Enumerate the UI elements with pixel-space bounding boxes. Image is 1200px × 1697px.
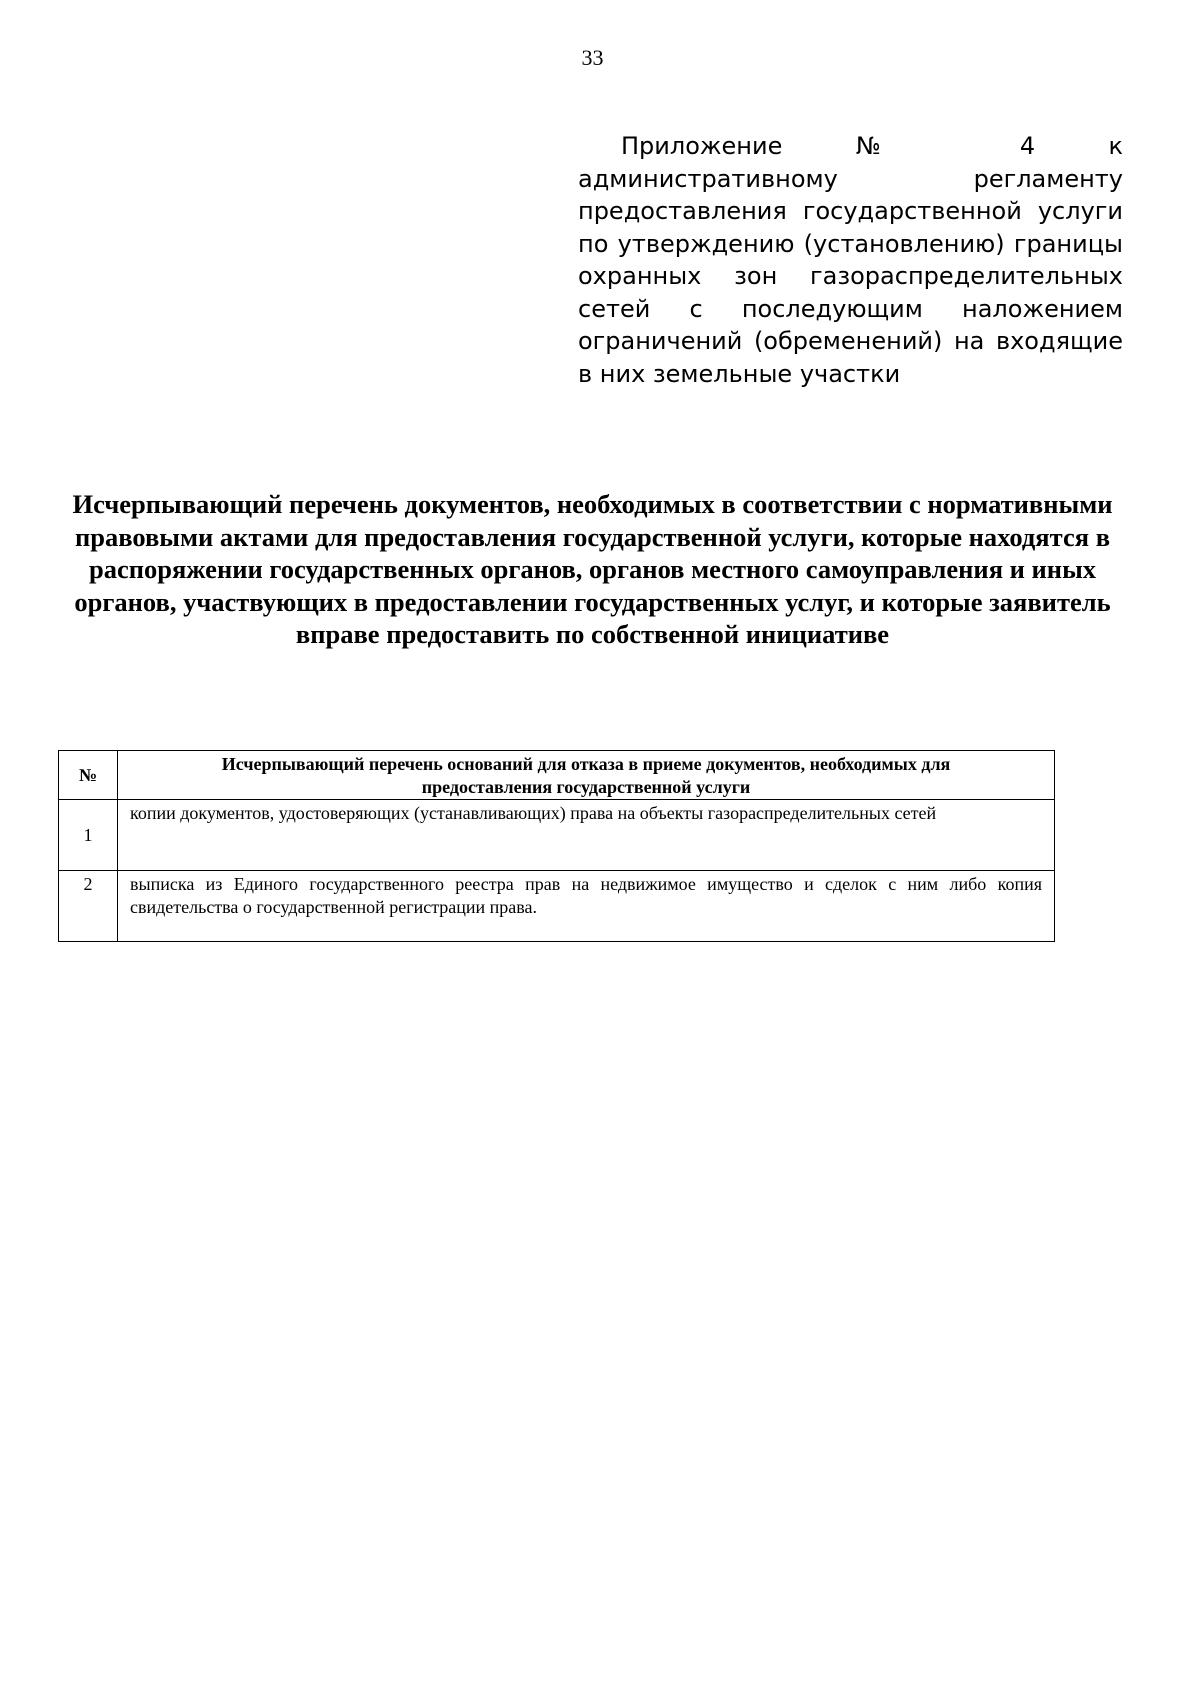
column-header-number: № (59, 751, 118, 800)
table-row (59, 800, 1055, 871)
documents-table (58, 750, 1055, 942)
row-text: копии документов, удостоверяющих (устанавливающих) права на объекты газораспределительных сетей (118, 800, 1055, 871)
appendix-note: Приложение № 4 к административному регламенту предоставления государственной услуги по утверждению (установлению) границы охранных зон газораспределительных сетей с последующим наложением ограничений (обременений) на входящие в них земельные участки (578, 132, 1123, 388)
page-number: 33 (581, 45, 604, 70)
row-text: выписка из Единого государственного реестра прав на недвижимое имущество и сделок с ним либо копия свидетельства о государственной регистрации права. (118, 871, 1055, 942)
table-row (59, 871, 1055, 942)
row-number: 2 (59, 871, 118, 942)
row-number: 1 (59, 800, 118, 871)
column-header-description: Исчерпывающий перечень оснований для отказа в приеме документов, необходимых для предоставления государственной услуги (118, 751, 1055, 800)
document-title: Исчерпывающий перечень документов, необходимых в соответствии с нормативными правовыми актами для предоставления государственной услуги, которые находятся в распоряжении государственных органов, органов местного самоуправления и иных органов, участвующих в предоставлении государственных услуг, и которые заявитель вправе предоставить по собственной инициативе (72, 489, 1113, 650)
table-header-row (59, 751, 1055, 800)
